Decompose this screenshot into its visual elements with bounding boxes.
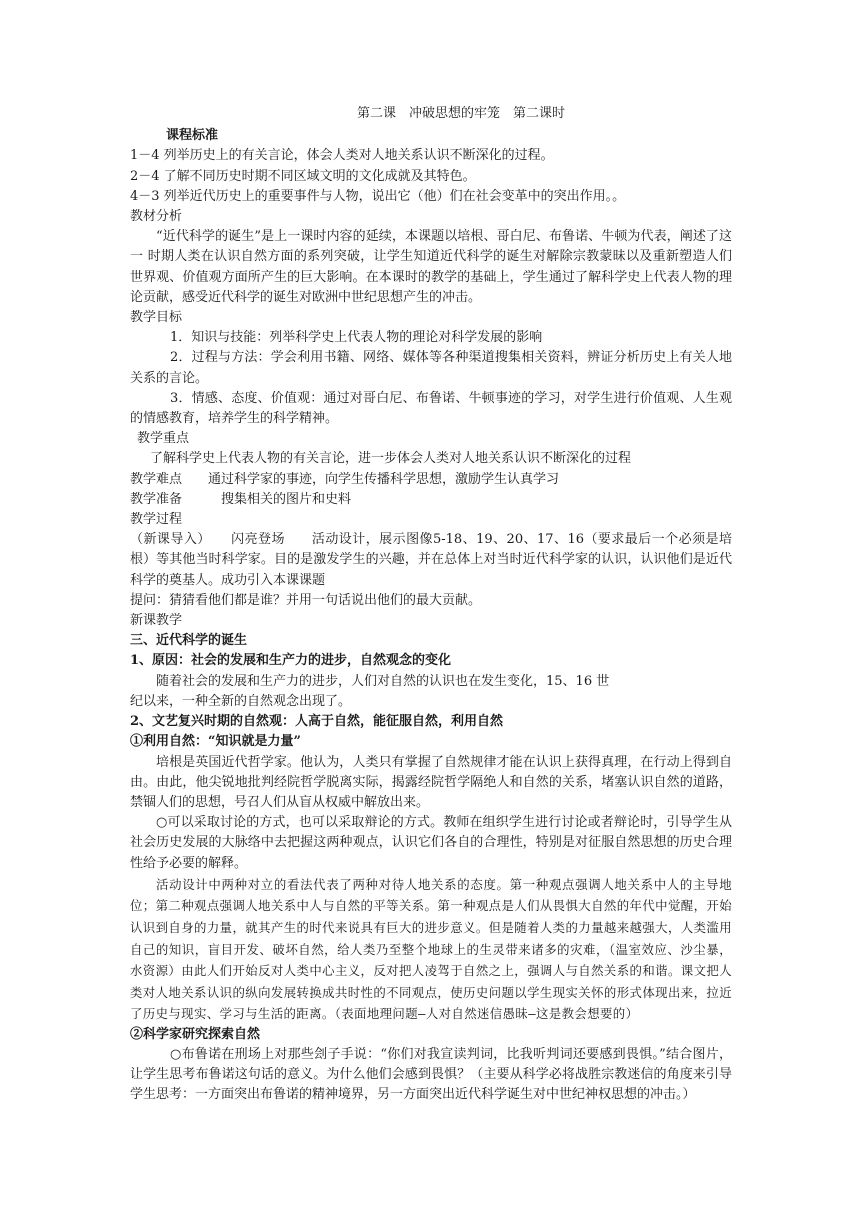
bacon-paragraph: 培根是英国近代哲学家。他认为，人类只有掌握了自然规律才能在认识上获得真理，在行动上得到自由。由此，他尖锐地批判经院哲学脱离实际，揭露经院哲学隔绝人和自然的关系，堵塞认识自然的道路，禁锢人们的思想，号召人们从盲从权威中解放出来。 [130,754,732,810]
standard-item: 4－3 列举近代历史上的重要事件与人物，说出它（他）们在社会变革中的突出作用。。 [130,188,626,204]
section-heading-standards: 课程标准 [166,128,219,144]
document-page [130,104,732,1106]
standard-item: 2－4 了解不同历史时期不同区域文明的文化成就及其特色。 [130,168,476,184]
new-lesson-label: 新课教学 [130,613,183,629]
point-heading-1: ①利用自然：“知识就是力量” [130,734,301,750]
paragraph-line: 随着社会的发展和生产力的进步，人们对自然的认识也在发生变化，15、16 世 [156,673,610,689]
discussion-paragraph: ○可以采取讨论的方式，也可以采取辩论的方式。教师在组织学生进行讨论或者辩论时，引导学生从社会历史发展的大脉络中去把握这两种观点，认识它们各自的合理性，特别是对征服自然思想的历史合理性给予必要的解释。 [130,815,732,871]
preparation-line: 教学准备 搜集相关的图片和史料 [130,491,352,507]
section-heading-process: 教学过程 [130,512,183,528]
goal-item: 2．过程与方法：学会利用书籍、网络、媒体等各种渠道搜集相关资料，辨证分析历史上有关人地关系的言论。 [130,350,732,386]
subheading-1: 1、原因：社会的发展和生产力的进步，自然观念的变化 [130,653,452,669]
section-heading-analysis: 教材分析 [130,209,183,225]
section-heading-goals: 教学目标 [130,310,183,326]
section-heading-key: 教学重点 [137,431,190,447]
standard-item: 1－4 列举历史上的有关言论，体会人类对人地关系认识不断深化的过程。 [130,148,554,164]
intro-paragraph: （新课导入） 闪亮登场 活动设计，展示图像5-18、19、20、17、16（要求最后一个必须是培根）等其他当时科学家。目的是激发学生的兴趣，并在总体上对当时近代科学家的认识，认识他们是近代科学的奠基人。成功引入本课课题 [130,532,732,588]
goal-item: 1．知识与技能：列举科学史上代表人物的理论对科学发展的影响 [170,330,543,346]
question-line: 提问：猜猜看他们都是谁？并用一句话说出他们的最大贡献。 [130,592,482,608]
section-heading-3: 三、近代科学的诞生 [130,633,248,649]
doc-title: 第二课 冲破思想的牢笼 第二课时 [356,106,565,121]
difficulty-line: 教学难点 通过科学家的事迹，向学生传播科学思想，激励学生认真学习 [130,471,560,487]
point-heading-2: ②科学家研究探索自然 [130,1026,261,1042]
analysis-paragraph: “近代科学的诞生”是上一课时内容的延续，本课题以培根、哥白尼、布鲁诺、牛顿为代表，阐述了这一 时期人类在认识自然方面的系列突破，让学生知道近代科学的诞生对解除宗教蒙昧以及重新塑造人们世界观、价值观方面所产生的巨大影响。在本课时的教学的基础上，学生通过了解科学史上代表人物的理论贡献，感受近代科学的诞生对欧洲中世纪思想产生的冲击。 [130,229,732,305]
goal-item: 3．情感、态度、价值观：通过对哥白尼、布鲁诺、牛顿事迹的学习，对学生进行价值观、人生观的情感教育，培养学生的科学精神。 [130,390,732,427]
paragraph-line: 纪以来，一种全新的自然观念出现了。 [130,693,352,709]
subheading-2: 2、文艺复兴时期的自然观：人高于自然，能征服自然，利用自然 [130,714,504,730]
bruno-paragraph: ○布鲁诺在刑场上对那些刽子手说：“你们对我宣读判词，比我听判词还要感到畏惧。”结合图片，让学生思考布鲁诺这句话的意义。为什么他们会感到畏惧？（主要从科学必将战胜宗教迷信的角度来引导学生思考：一方面突出布鲁诺的精神境界，另一方面突出近代科学诞生对中世纪神权思想的冲击。） [130,1047,732,1103]
activity-paragraph: 活动设计中两种对立的看法代表了两种对待人地关系的态度。第一种观点强调人地关系中人的主导地位；第二种观点强调人地关系中人与自然的平等关系。第一种观点是人们从畏惧大自然的年代中觉醒，开始认识到自身的力量，就其产生的时代来说具有巨大的进步意义。但是随着人类的力量越来越强大，人类滥用自己的知识，盲目开发、破坏自然，给人类乃至整个地球上的生灵带来诸多的灾难，（温室效应、沙尘暴，水资源）由此人们开始反对人类中心主义，反对把人凌驾于自然之上，强调人与自然关系的和谐。课文把人类对人地关系认识的纵向发展转换成共时性的不同观点，使历史问题以学生现实关怀的形式体现出来，拉近了历史与现实、学习与生活的距离。（表面地理问题—人对自然迷信愚昧—这是教会想要的） [130,876,732,1022]
key-text: 了解科学史上代表人物的有关言论，进一步体会人类对人地关系认识不断深化的过程 [150,451,632,467]
